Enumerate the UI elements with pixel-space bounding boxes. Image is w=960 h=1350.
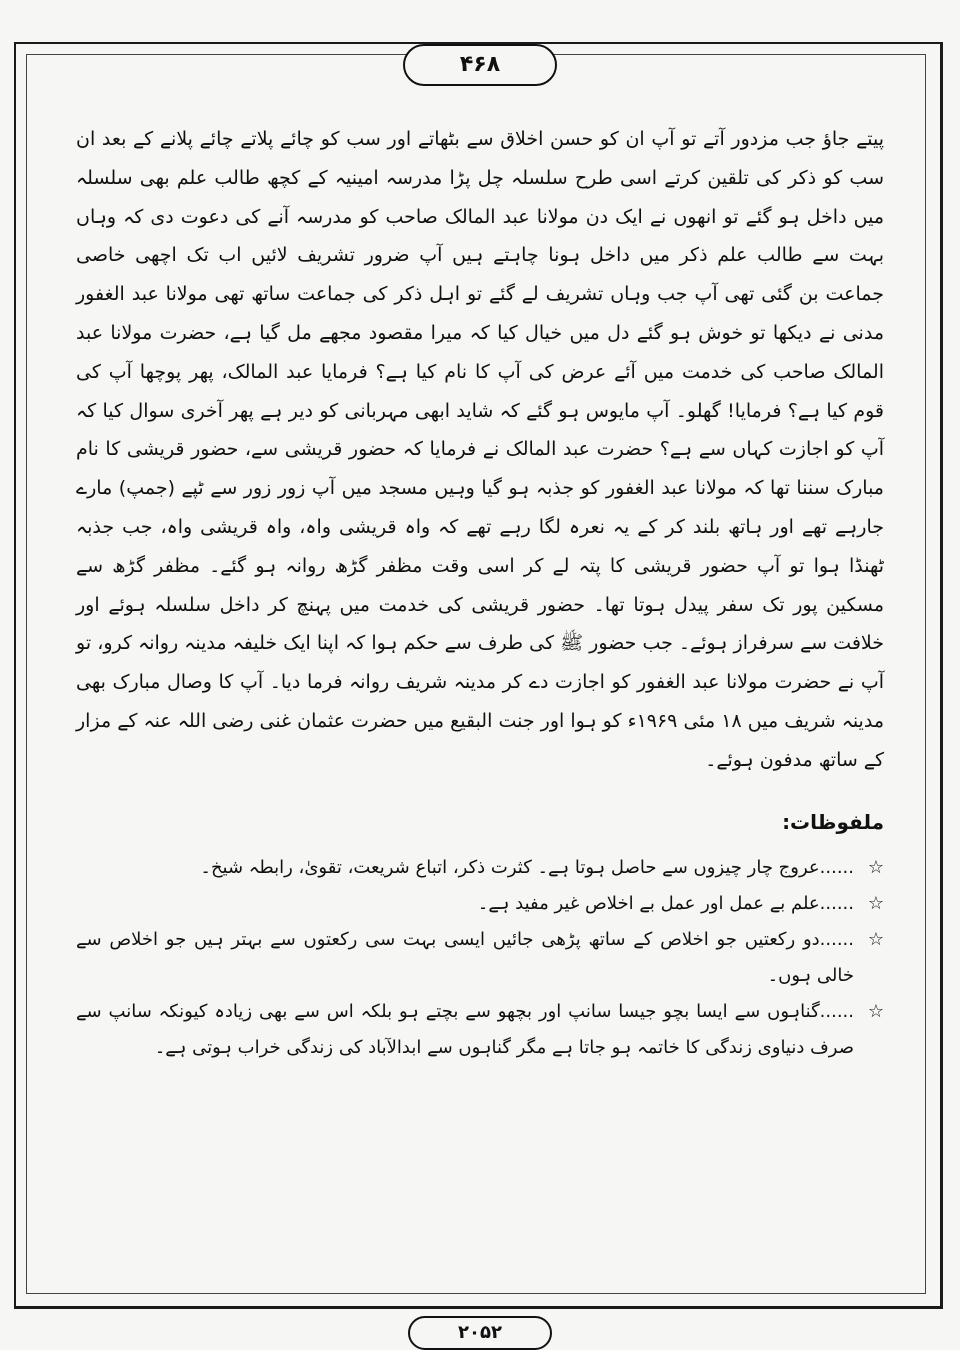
page-number-top: ۴۶۸ [403, 44, 557, 86]
page-number-bottom: ۲۰۵۲ [408, 1316, 552, 1350]
saying-item [76, 886, 884, 922]
star-icon: ☆ [867, 892, 884, 914]
star-icon: ☆ [867, 856, 884, 878]
star-icon: ☆ [867, 928, 884, 950]
saying-item [76, 922, 884, 994]
star-icon: ☆ [867, 1000, 884, 1022]
sayings-list [76, 850, 884, 1066]
main-content [76, 120, 884, 1066]
saying-item [76, 850, 884, 886]
saying-text: ......عروج چار چیزوں سے حاصل ہوتا ہے۔ کثرت ذکر، اتباع شریعت، تقویٰ، رابطہ شیخ۔ [200, 856, 854, 878]
saying-item [76, 994, 884, 1066]
malfoozat-heading: ملفوظات: [782, 809, 884, 834]
saying-text: ......علم بے عمل اور عمل بے اخلاص غیر مفید ہے۔ [477, 892, 854, 914]
saying-text: ......گناہوں سے ایسا بچو جیسا سانپ اور بچھو سے بچتے ہو بلکہ اس سے بھی زیادہ کیونکہ سانپ سے صرف دنیاوی زندگی کا خاتمہ ہو جاتا ہے مگر گناہوں سے ابدالآباد کی زندگی خراب ہوتی ہے۔ [76, 1000, 854, 1058]
saying-text: ......دو رکعتیں جو اخلاص کے ساتھ پڑھی جائیں ایسی بہت سی رکعتوں سے بہتر ہیں جو اخلاص سے خالی ہوں۔ [76, 928, 854, 986]
body-paragraph: پیتے جاؤ جب مزدور آتے تو آپ ان کو حسن اخلاق سے بٹھاتے اور سب کو چائے پلاتے چائے پلانے کے بعد ان سب کو ذکر کی تلقین کرتے اسی طرح سلسلہ چل پڑا مدرسہ امینیہ کے کچھ طالب علم بھی سلسلہ میں داخل ہو گئے تو انھوں نے ایک دن مولانا عبد المالک صاحب کو مدرسہ آنے کی دعوت دی کہ وہاں بہت سے طالب علم ذکر میں داخل ہونا چاہتے ہیں آپ ضرور تشریف لائیں اب تک اچھی خاصی جماعت بن گئی تھی آپ جب وہاں تشریف لے گئے تو اہل ذکر کی جماعت ساتھ تھی مولانا عبد الغفور مدنی نے دیکھا تو خوش ہو گئے دل میں خیال کیا کہ میرا مقصود مجھے مل گیا ہے، حضرت مولانا عبد المالک صاحب کی خدمت میں آئے عرض کی آپ کا نام کیا ہے؟ فرمایا عبد المالک، پھر پوچھا آپ کی قوم کیا ہے؟ فرمایا! گھلو۔ آپ مایوس ہو گئے کہ شاید ابھی مہربانی کو دیر ہے پھر آخری سوال کیا کہ آپ کو اجازت کہاں سے ہے؟ حضرت عبد المالک نے فرمایا کہ حضور قریشی سے، حضور قریشی کا نام مبارک سننا تھا کہ مولانا عبد الغفور کو جذبہ ہو گیا وہیں مسجد میں آپ زور زور سے ٹپے (جمپ) مارے جارہے تھے اور ہاتھ بلند کر کے یہ نعرہ لگا رہے تھے کہ واہ قریشی واہ، واہ قریشی واہ، جب جذبہ ٹھنڈا ہوا تو آپ حضور قریشی کا پتہ لے کر اسی وقت مظفر گڑھ روانہ ہو گئے۔ مظفر گڑھ سے مسکین پور تک سفر پیدل ہوتا تھا۔ حضور قریشی کی خدمت میں پہنچ کر داخل سلسلہ ہوئے اور خلافت سے سرفراز ہوئے۔ جب حضور ﷺ کی طرف سے حکم ہوا کہ اپنا ایک خلیفہ مدینہ روانہ کرو، تو آپ نے حضرت مولانا عبد الغفور کو اجازت دے کر مدینہ شریف روانہ فرما دیا۔ آپ کا وصال مبارک بھی مدینہ شریف میں ۱۸ مئی ۱۹۶۹ء کو ہوا اور جنت البقیع میں حضرت عثمان غنی رضی اللہ عنہ کے مزار کے ساتھ مدفون ہوئے۔ [76, 128, 884, 771]
